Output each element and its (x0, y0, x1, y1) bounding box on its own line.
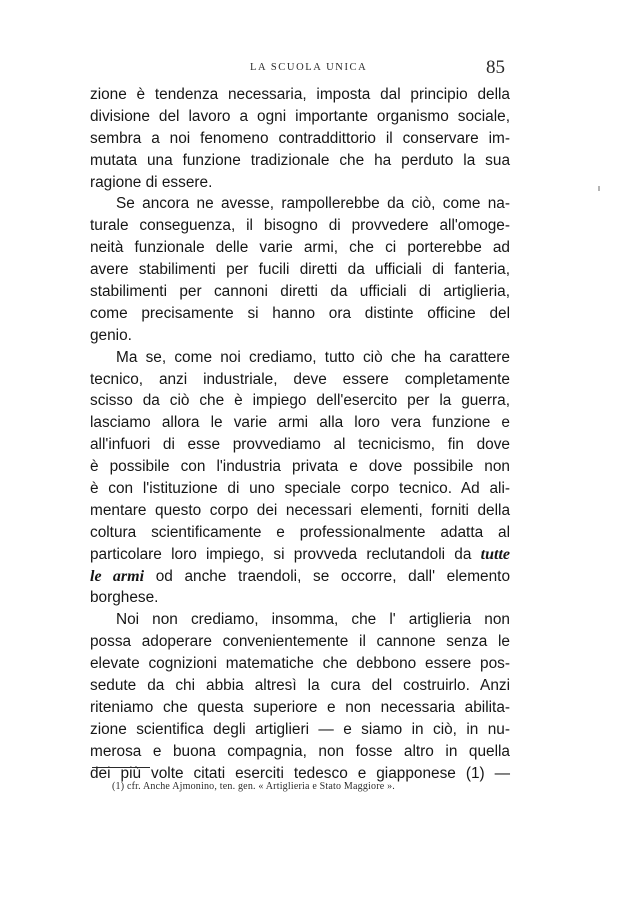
page-number: 85 (486, 57, 505, 78)
text-line-segment: particolare loro impiego, si provveda reclutandoli da (90, 545, 472, 563)
text-line: mutata una funzione tradizionale che ha perduto la sua (90, 151, 510, 169)
text-line (90, 544, 510, 566)
text-line: divisione del lavoro a ogni importante organismo sociale, (90, 107, 510, 125)
text-line: ragione di essere. (90, 173, 213, 191)
text-line: riteniamo che questa superiore e non necessaria abilita- (90, 698, 510, 716)
running-head (0, 58, 626, 78)
italic-emphasis: tutte (480, 545, 510, 563)
text-line: zione è tendenza necessaria, imposta dal principio della (90, 86, 510, 103)
running-head-title: LA SCUOLA UNICA (250, 62, 368, 73)
text-line: lasciamo allora le varie armi alla loro vera funzione e (90, 414, 510, 432)
margin-speck (598, 186, 600, 191)
text-line: elevate cognizioni matematiche che debbono essere pos- (90, 655, 510, 673)
text-line: coltura scientificamente e professionalmente adatta al (90, 523, 510, 541)
text-line: turale conseguenza, il bisogno di provvedere all'omoge- (90, 217, 510, 235)
footnote: (1) cfr. Anche Ajmonino, ten. gen. « Artiglieria e Stato Maggiore ». (112, 781, 395, 792)
text-line: dei più volte citati eserciti tedesco e giapponese (1) — (90, 764, 510, 782)
text-line: all'infuori di esse provvediamo al tecnicismo, fin dove (90, 436, 510, 454)
text-line: tecnico, anzi industriale, deve essere completamente (90, 370, 510, 388)
text-line: sembra a noi fenomeno contraddittorio il conservare im- (90, 129, 510, 147)
footnote-rule (92, 767, 150, 768)
text-line: è possibile con l'industria privata e dove possibile non (90, 458, 510, 476)
text-line: mentare questo corpo dei necessari elementi, forniti della (90, 501, 510, 519)
body-text (90, 84, 510, 785)
italic-emphasis: le armi (90, 567, 145, 585)
text-line: Se ancora ne avesse, rampollerebbe da ciò, come na- (116, 195, 510, 213)
text-line-segment: od anche traendoli, se occorre, dall' elemento (155, 567, 511, 585)
text-line: scisso da ciò che è impiego dell'esercito per la guerra, (90, 392, 510, 410)
text-line: Noi non crediamo, insomma, che l' artiglieria non (116, 611, 510, 629)
text-line: è con l'istituzione di uno speciale corpo tecnico. Ad ali- (90, 480, 510, 498)
text-line: merosa e buona compagnia, non fosse altro in quella (90, 742, 510, 760)
text-line: possa adoperare convenientemente il cannone senza le (90, 633, 510, 651)
text-line: Ma se, come noi crediamo, tutto ciò che ha carattere (116, 348, 510, 366)
text-line: genio. (90, 326, 132, 344)
text-line: stabilimenti per cannoni diretti da ufficiali di artiglieria, (90, 283, 510, 301)
text-line: avere stabilimenti per fucili diretti da ufficiali di fanteria, (90, 261, 510, 279)
text-line: come precisamente si hanno ora distinte officine del (90, 304, 510, 322)
text-line: borghese. (90, 589, 159, 607)
text-line (90, 566, 510, 588)
text-line: neità funzionale delle varie armi, che ci porterebbe ad (90, 239, 510, 257)
text-line: zione scientifica degli artiglieri — e siamo in ciò, in nu- (90, 720, 510, 738)
text-line: sedute da chi abbia altresì la cura del costruirlo. Anzi (90, 677, 510, 695)
